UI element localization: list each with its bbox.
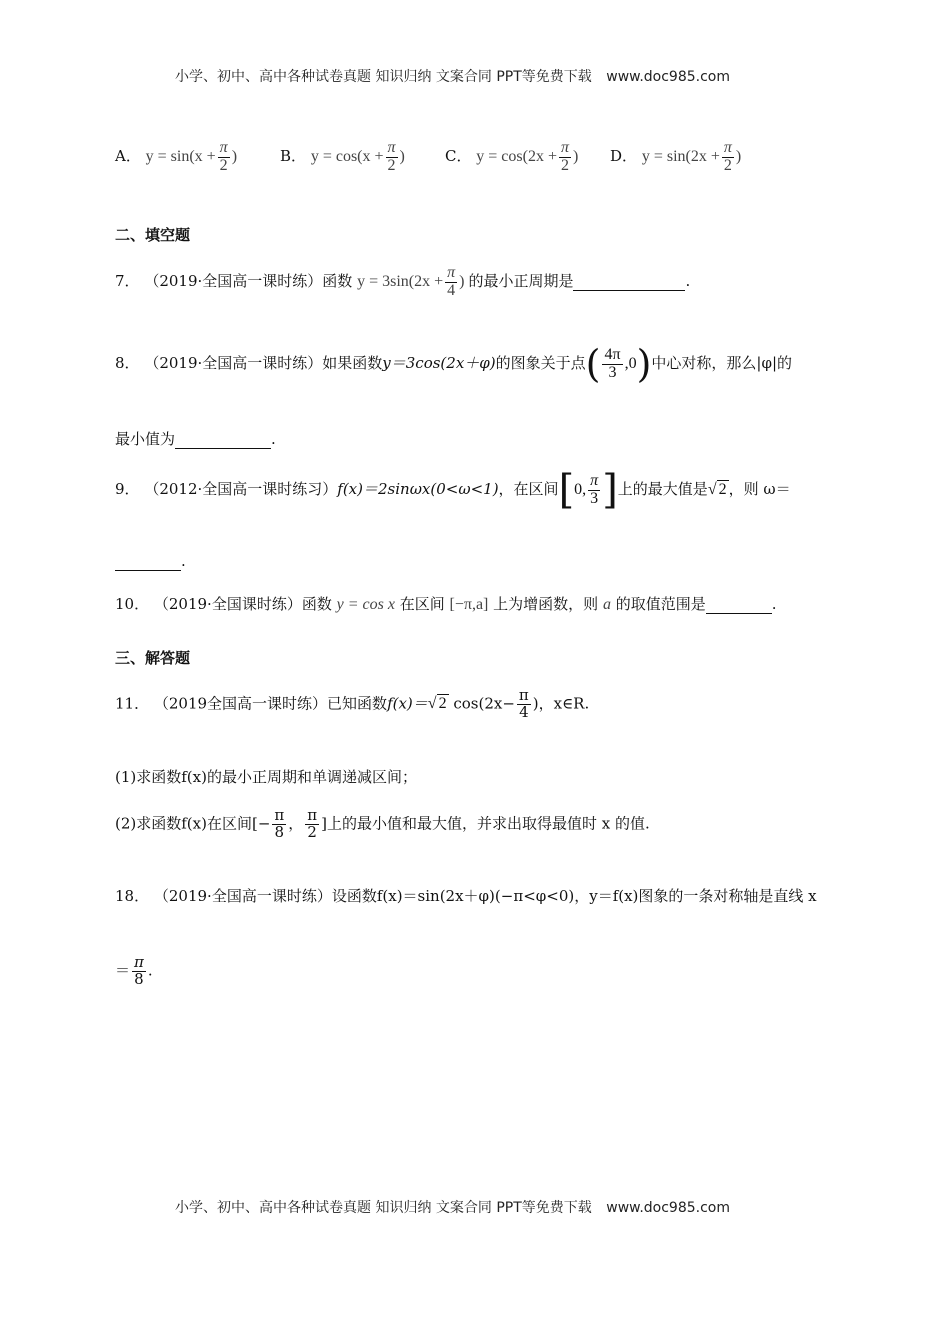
option-b-two: 2	[386, 157, 398, 175]
q9-right-bracket: ]	[602, 467, 618, 513]
q11-p2-frac2	[305, 808, 319, 841]
q7-number: 7．	[115, 271, 140, 290]
question-9	[115, 467, 791, 513]
option-a-label: A．	[115, 146, 141, 165]
question-18	[115, 885, 817, 906]
option-d-close: )	[735, 147, 742, 165]
q8-end: .	[271, 430, 276, 448]
q9-tail2: ，则 ω＝	[728, 480, 791, 498]
footer-url: www.doc985.com	[606, 1200, 730, 1216]
option-c-func: y = cos(2x +	[476, 147, 557, 165]
q10-tail: 上为增函数，则	[493, 595, 599, 613]
question-8-line2	[115, 428, 276, 449]
q9-sqrt: √ 2	[707, 481, 727, 498]
option-c-close: )	[572, 147, 579, 165]
option-b-formula	[310, 139, 405, 174]
page-header	[175, 66, 730, 86]
question-10	[115, 593, 777, 614]
q11-sqrt: √ 2	[427, 695, 447, 713]
section-solve-title: 三、解答题	[115, 649, 191, 667]
option-b-label: B．	[280, 146, 307, 165]
q8-zero: ,0	[624, 355, 637, 372]
q8-left-paren: (	[585, 342, 601, 386]
q8-source: （2019·全国高一课时练）如果函数	[144, 354, 383, 372]
section-fill-blank-title: 二、填空题	[115, 226, 191, 244]
q7-end: .	[685, 271, 691, 290]
q9-source: （2012·全国高一课时练习）	[144, 480, 338, 498]
q11-p2-comma: ，	[288, 814, 304, 833]
q18-eq: ＝	[115, 961, 131, 980]
q8-frac	[602, 347, 622, 382]
page-footer	[175, 1197, 730, 1217]
q11-tail: )，x∈R.	[532, 694, 590, 713]
q7-frac	[445, 265, 457, 300]
q9-pi: π	[590, 471, 599, 489]
option-d-pi: π	[723, 139, 732, 156]
option-c-formula	[476, 139, 579, 174]
q10-mid: 在区间	[399, 595, 445, 613]
question-11	[115, 688, 589, 721]
option-b-func: y = cos(x +	[310, 147, 384, 165]
q8-expr: y＝3cos(2x＋φ)	[382, 354, 496, 372]
q18-pi: π	[134, 953, 144, 971]
q8-right-paren: )	[636, 342, 652, 386]
option-a-frac	[218, 140, 230, 175]
q9-answer-blank	[115, 552, 181, 571]
q7-formula	[357, 264, 468, 299]
footer-text: 小学、初中、高中各种试卷真题 知识归纳 文案合同 PPT等免费下载	[175, 1200, 592, 1216]
q9-frac	[588, 473, 600, 508]
q11-cos: cos(2x−	[453, 694, 515, 713]
option-d	[610, 140, 741, 175]
q9-tail: 上的最大值是	[617, 480, 708, 498]
option-a-func: y = sin(x +	[145, 147, 216, 165]
option-d-func: y = sin(2x +	[641, 147, 720, 165]
option-c-pi: π	[560, 139, 569, 156]
q10-func: y = cos x	[336, 596, 395, 613]
option-a-formula	[145, 139, 238, 174]
option-d-frac	[722, 140, 734, 175]
option-a-pi: π	[219, 139, 228, 156]
q8-number: 8．	[115, 354, 140, 372]
q11-p2-tail: ]上的最小值和最大值，并求出取得最值时 x 的值.	[321, 814, 650, 833]
q10-answer-blank	[706, 595, 772, 614]
option-a-two: 2	[218, 157, 230, 175]
q11-frac	[517, 688, 531, 721]
q7-func: y = 3sin(2x +	[357, 272, 444, 290]
option-b-pi: π	[387, 139, 396, 156]
q11-expr: f(x)＝	[387, 694, 428, 713]
option-b-close: )	[399, 147, 405, 165]
q11-p2-pi1: π	[274, 806, 285, 824]
q11-pi: π	[518, 686, 529, 704]
q10-interval: [−π,a]	[449, 596, 489, 613]
q11-p2-eight: 8	[272, 824, 286, 841]
q8-4pi: 4π	[604, 345, 621, 363]
header-url: www.doc985.com	[606, 69, 730, 85]
q8-line2-text: 最小值为	[115, 430, 176, 448]
question-8	[115, 342, 793, 386]
q8-tail: 中心对称，那么|φ|的	[651, 354, 793, 372]
q11-four: 4	[517, 704, 531, 721]
q9-three: 3	[588, 490, 600, 508]
question-7	[115, 265, 690, 300]
option-b-frac	[386, 140, 398, 175]
q10-tail2: 的取值范围是	[615, 595, 706, 613]
q18-end: .	[147, 961, 153, 980]
q11-p2-pi2: π	[307, 806, 318, 824]
q18-frac	[132, 955, 146, 988]
q10-a: a	[602, 596, 611, 613]
q9-end: .	[181, 552, 186, 570]
q8-three: 3	[602, 364, 622, 382]
q8-answer-blank	[175, 430, 271, 449]
option-c	[445, 140, 578, 175]
q11-sqrt-value: 2	[438, 695, 447, 713]
header-text: 小学、初中、高中各种试卷真题 知识归纳 文案合同 PPT等免费下载	[175, 69, 592, 85]
q18-number: 18．	[115, 887, 150, 905]
q7-close: )	[459, 272, 465, 290]
q7-tail: 的最小正周期是	[468, 271, 574, 290]
q10-end: .	[771, 595, 777, 613]
option-d-two: 2	[722, 157, 734, 175]
q9-expr: f(x)＝2sinωx(0<ω<1)	[337, 480, 499, 498]
question-11-part1: (1)求函数f(x)的最小正周期和单调递减区间；	[115, 768, 417, 786]
options-row	[115, 140, 237, 175]
q9-left-bracket: [	[558, 467, 575, 513]
q7-answer-blank	[573, 272, 685, 291]
q11-source: （2019全国高一课时练）已知函数	[153, 694, 388, 713]
option-d-formula	[641, 139, 742, 174]
option-c-frac	[559, 140, 571, 175]
option-d-label: D．	[610, 146, 638, 165]
question-18-line2	[115, 955, 153, 988]
option-a-close: )	[231, 147, 238, 165]
q11-p2-two: 2	[305, 824, 319, 841]
q11-p2-start: (2)求函数f(x)在区间[−	[115, 814, 271, 833]
option-b	[280, 140, 405, 175]
q9-sqrt-value: 2	[718, 481, 727, 498]
question-9-line2	[115, 552, 186, 571]
q18-expr: f(x)＝sin(2x＋φ)(−π<φ<0)，y＝f(x)图象的一条对称轴是直线 x	[376, 887, 817, 905]
q8-mid: 的图象关于点	[495, 354, 586, 372]
q10-source: （2019·全国课时练）函数	[153, 595, 332, 613]
question-11-part2	[115, 808, 650, 841]
q7-source: （2019·全国高一课时练）函数	[144, 271, 353, 290]
option-c-label: C．	[445, 146, 472, 165]
q9-number: 9．	[115, 480, 140, 498]
q18-eight: 8	[132, 971, 146, 988]
option-c-two: 2	[559, 157, 571, 175]
q10-number: 10．	[115, 595, 150, 613]
q18-source: （2019·全国高一课时练）设函数	[153, 887, 377, 905]
q9-mid: ，在区间	[498, 480, 559, 498]
q7-pi: π	[447, 264, 456, 281]
q11-p2-frac1	[272, 808, 286, 841]
q9-zero: 0,	[574, 481, 587, 498]
q7-four: 4	[445, 282, 457, 300]
q11-number: 11．	[115, 694, 150, 713]
